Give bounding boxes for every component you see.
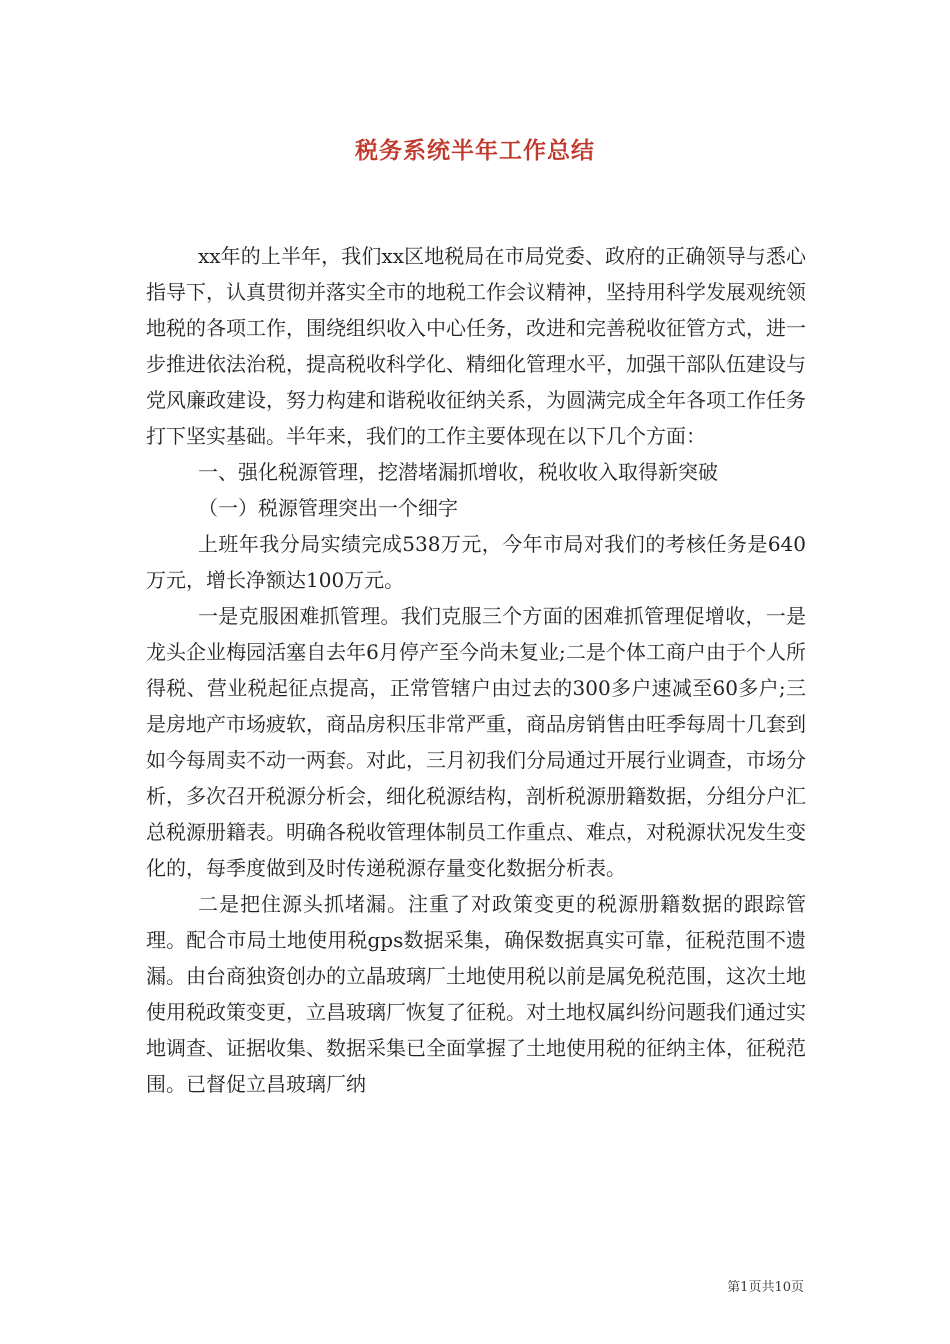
page-number: 第1页共10页 [727,1280,804,1295]
paragraph-intro: xx年的上半年，我们xx区地税局在市局党委、政府的正确领导与悉心指导下，认真贯彻并落实全市的地税工作会议精神，坚持用科学发展观统领地税的各项工作，围绕组织收入中心任务，改进和完善税收征管方式，进一步推进依法治税，提高税收科学化、精细化管理水平，加强干部队伍建设与党风廉政建设，努力构建和谐税收征纳关系，为圆满完成全年各项工作任务打下坚实基础。半年来，我们的工作主要体现在以下几个方面： [146,244,806,448]
paragraph-heading-1: 一、强化税源管理，挖潜堵漏抓增收，税收收入取得新突破 [198,460,718,484]
paragraph-subheading-1: （一）税源管理突出一个细字 [198,496,458,520]
paragraph-point-2: 二是把住源头抓堵漏。注重了对政策变更的税源册籍数据的跟踪管理。配合市局土地使用税gps数据采集，确保数据真实可靠，征税范围不遗漏。由台商独资创办的立晶玻璃厂土地使用税以前是属免税范围，这次土地使用税政策变更，立昌玻璃厂恢复了征税。对土地权属纠纷问题我们通过实地调查、证据收集、数据采集已全面掌握了土地使用税的征纳主体，征税范围。已督促立昌玻璃厂纳 [146,892,806,1096]
paragraph-point-1: 一是克服困难抓管理。我们克服三个方面的困难抓管理促增收，一是龙头企业梅园活塞自去年6月停产至今尚未复业;二是个体工商户由于个人所得税、营业税起征点提高，正常管辖户由过去的300多户速减至60多户;三是房地产市场疲软，商品房积压非常严重，商品房销售由旺季每周十几套到如今每周卖不动一两套。对此，三月初我们分局通过开展行业调查，市场分析，多次召开税源分析会，细化税源结构，剖析税源册籍数据，分组分户汇总税源册籍表。明确各税收管理体制员工作重点、难点，对税源状况发生变化的，每季度做到及时传递税源存量变化数据分析表。 [146,604,806,880]
paragraph-performance: 上班年我分局实绩完成538万元，今年市局对我们的考核任务是640万元，增长净额达100万元。 [146,532,806,592]
document-title: 税务系统半年工作总结 [355,137,595,164]
document-body [146,238,806,1102]
